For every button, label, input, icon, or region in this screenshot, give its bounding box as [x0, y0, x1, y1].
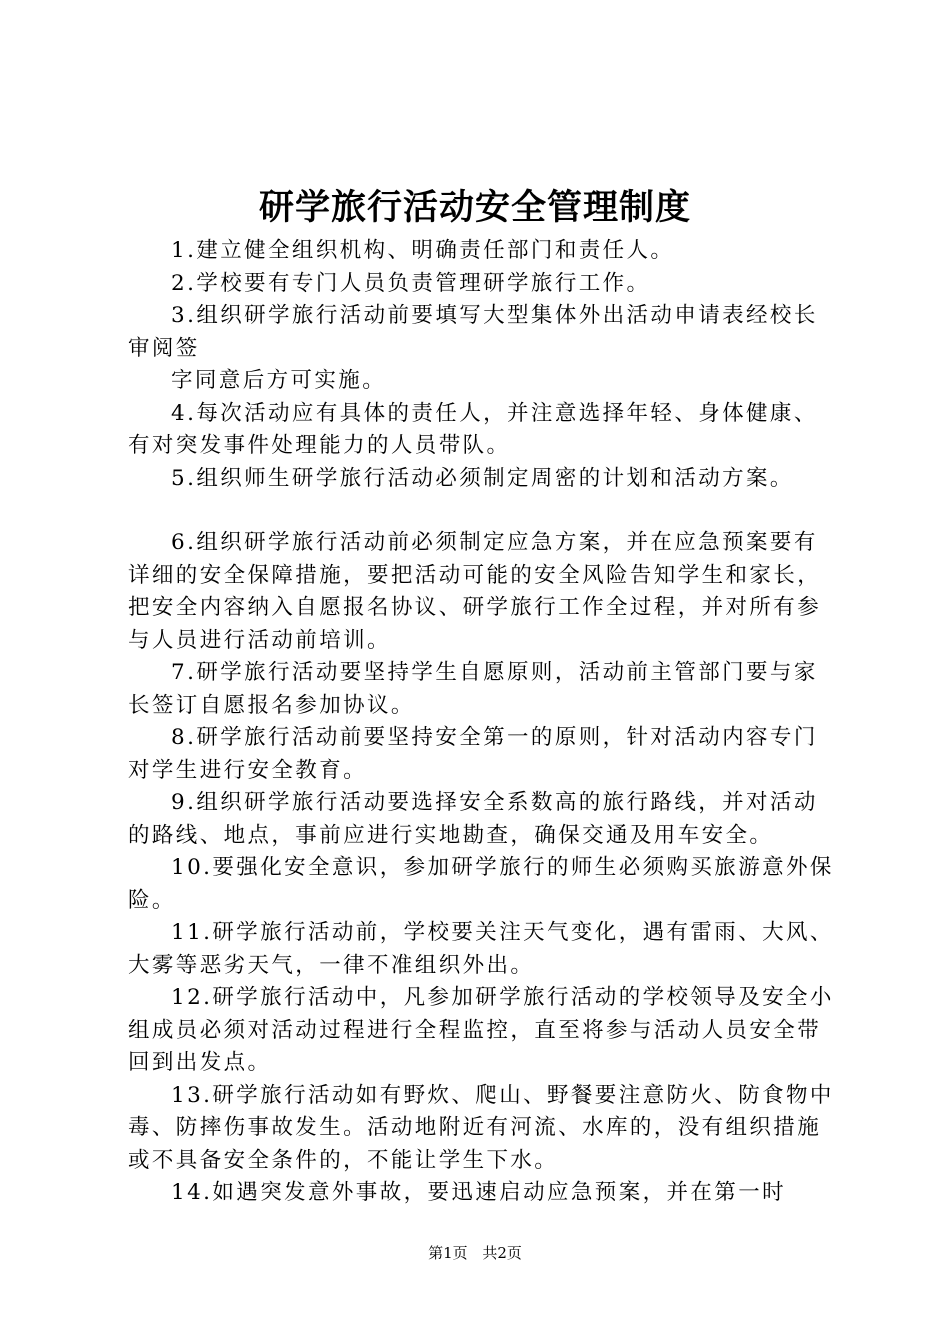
paragraph-10: 10.要强化安全意识，参加研学旅行的师生必须购买旅游意外保险。: [128, 855, 834, 913]
paragraph-11: 11.研学旅行活动前，学校要关注天气变化，遇有雷雨、大风、大雾等恶劣天气，一律不准组织外出。: [128, 920, 834, 978]
page-number: 第1页: [428, 1244, 468, 1262]
page-total: 共2页: [482, 1244, 522, 1262]
paragraph-3-continued: 字同意后方可实施。: [171, 368, 387, 393]
paragraph-12: 12.研学旅行活动中，凡参加研学旅行活动的学校领导及安全小组成员必须对活动过程进行全程监控，直至将参与活动人员安全带回到出发点。: [128, 985, 834, 1075]
paragraph-9: 9.组织研学旅行活动要选择安全系数高的旅行路线，并对活动的路线、地点，事前应进行实地勘查，确保交通及用车安全。: [128, 790, 818, 848]
paragraph-4: 4.每次活动应有具体的责任人，并注意选择年轻、身体健康、有对突发事件处理能力的人员带队。: [128, 400, 818, 458]
page-footer: [0, 1243, 950, 1263]
paragraph-6: 6.组织研学旅行活动前必须制定应急方案，并在应急预案要有详细的安全保障措施，要把活动可能的安全风险告知学生和家长，把安全内容纳入自愿报名协议、研学旅行工作全过程，并对所有参与人员进行活动前培训。: [128, 530, 822, 653]
paragraph-1: 1.建立健全组织机构、明确责任部门和责任人。: [171, 238, 675, 263]
paragraph-5: 5.组织师生研学旅行活动必须制定周密的计划和活动方案。: [171, 465, 794, 491]
paragraph-8: 8.研学旅行活动前要坚持安全第一的原则，针对活动内容专门对学生进行安全教育。: [128, 725, 818, 783]
paragraph-7: 7.研学旅行活动要坚持学生自愿原则，活动前主管部门要与家长签订自愿报名参加协议。: [128, 660, 818, 718]
paragraph-3: 3.组织研学旅行活动前要填写大型集体外出活动申请表经校长审阅签: [128, 303, 818, 361]
document-title: 研学旅行活动安全管理制度: [258, 187, 691, 228]
paragraph-14: 14.如遇突发意外事故，要迅速启动应急预案，并在第一时: [171, 1180, 786, 1205]
paragraph-13: 13.研学旅行活动如有野炊、爬山、野餐要注意防火、防食物中毒、防摔伤事故发生。活动地附近有河流、水库的，没有组织措施或不具备安全条件的，不能让学生下水。: [128, 1082, 834, 1173]
document-body: [128, 235, 838, 1210]
paragraph-2: 2.学校要有专门人员负责管理研学旅行工作。: [171, 270, 651, 296]
